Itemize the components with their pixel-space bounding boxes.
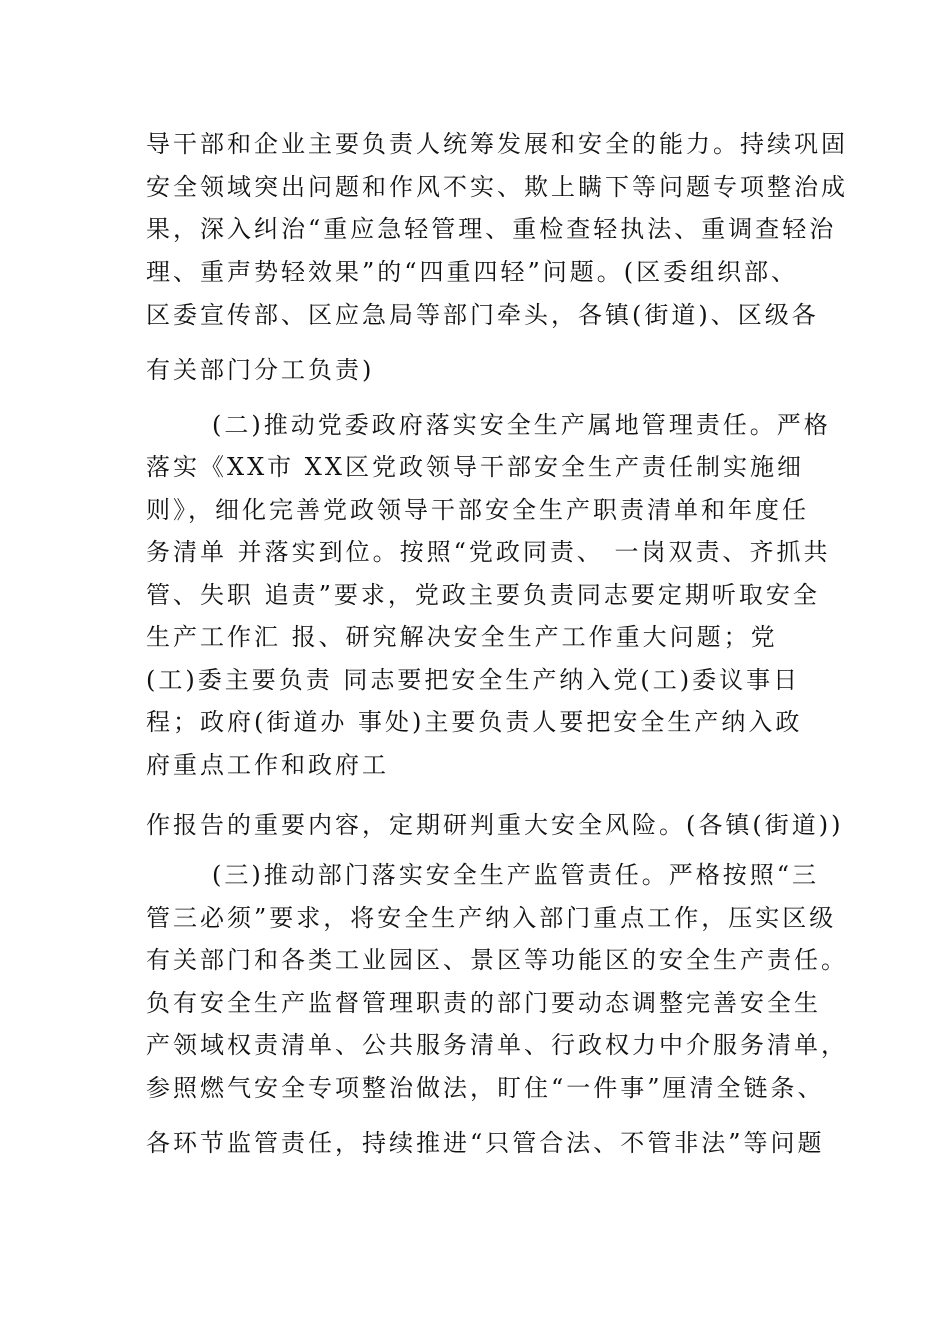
text-line: 果，深入纠治“重应急轻管理、重检查轻执法、重调查轻治 (146, 215, 837, 243)
text-line: 有关部门和各类工业园区、景区等功能区的安全生产责任。 (146, 946, 848, 974)
paragraph-heading: (二)推动党委政府落实安全生产属地管理责任。严格 (212, 411, 831, 439)
text-line: 产领域权责清单、公共服务清单、行政权力中介服务清单， (146, 1031, 848, 1059)
text-line: 管、失职 追责”要求，党政主要负责同志要定期听取安全 (146, 581, 820, 609)
text-line: 导干部和企业主要负责人统筹发展和安全的能力。持续巩固 (146, 130, 848, 158)
text-line: 程；政府(街道办 事处)主要负责人要把安全生产纳入政 (146, 708, 803, 736)
text-line: 生产工作汇 报、研究解决安全生产工作重大问题；党 (146, 623, 778, 651)
paragraph-heading: (三)推动部门落实安全生产监管责任。严格按照“三 (212, 861, 819, 889)
text-line: 负有安全生产监督管理职责的部门要动态调整完善安全生 (146, 989, 821, 1017)
text-line: 各环节监管责任，持续推进“只管合法、不管非法”等问题 (146, 1129, 825, 1157)
text-line: 落实《XX市 XX区党政领导干部安全生产责任制实施细 (146, 453, 804, 481)
text-line: 区委宣传部、区应急局等部门牵头，各镇(街道)、区级各 (146, 301, 819, 329)
text-line: 有关部门分工负责) (146, 356, 375, 384)
text-line: 安全领域突出问题和作风不实、欺上瞒下等问题专项整治成 (146, 173, 848, 201)
text-line: 务清单 并落实到位。按照“党政同责、 一岗双责、齐抓共 (146, 538, 831, 566)
text-line: (工)委主要负责 同志要把安全生产纳入党(工)委议事日 (146, 666, 801, 694)
text-line: 管三必须”要求，将安全生产纳入部门重点工作，压实区级 (146, 904, 837, 932)
text-line: 则》，细化完善党政领导干部安全生产职责清单和年度任 (146, 496, 809, 524)
text-line: 理、重声势轻效果”的“四重四轻”问题。(区委组织部、 (146, 258, 799, 286)
text-line: 作报告的重要内容，定期研判重大安全风险。(各镇(街道)) (146, 811, 844, 839)
text-line: 府重点工作和政府工 (146, 751, 389, 779)
text-line: 参照燃气安全专项整治做法，盯住“一件事”厘清全链条、 (146, 1074, 825, 1102)
